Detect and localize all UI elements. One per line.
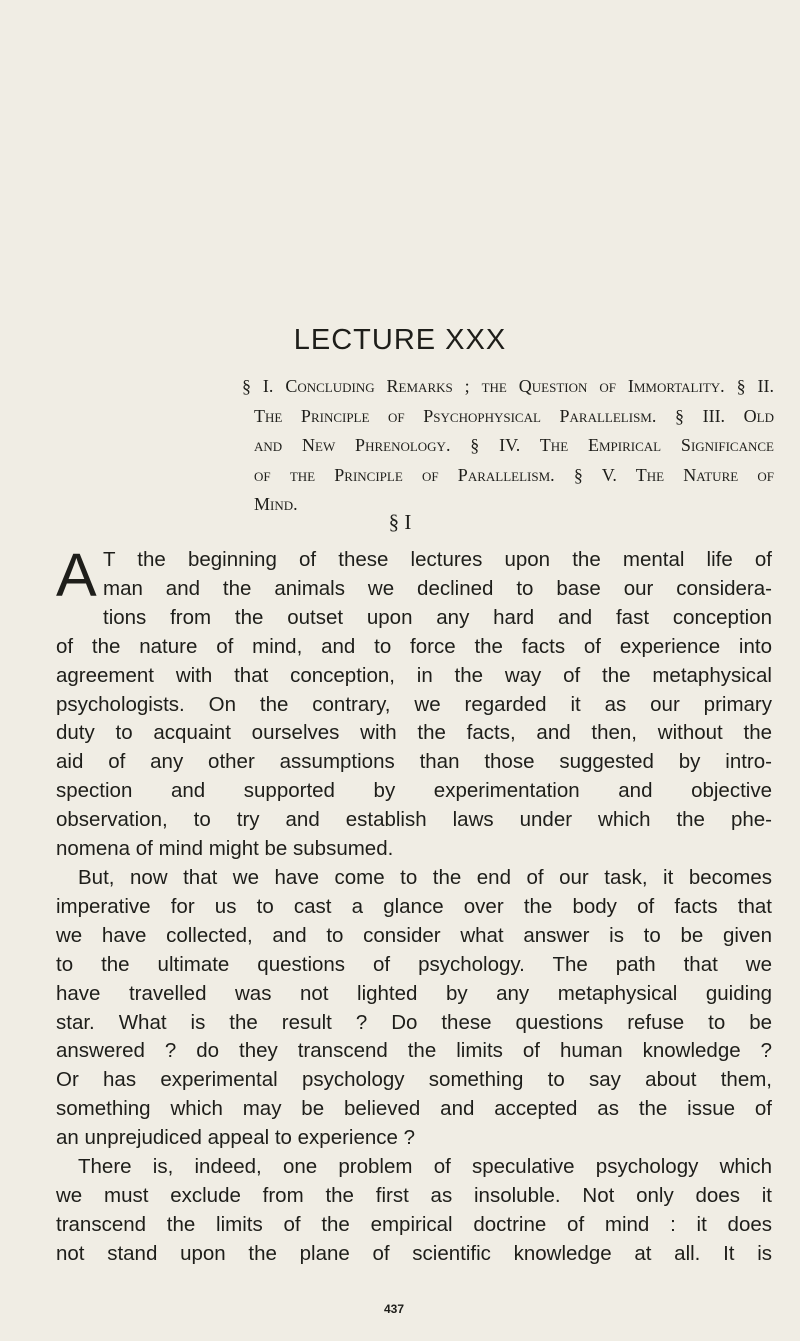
text-line: duty to acquaint ourselves with the facts, and then, without the: [56, 721, 772, 745]
text-line: answered ? do they transcend the limits of human knowledge ?: [56, 1039, 772, 1063]
text-line: spection and supported by experimentation and objective: [56, 779, 772, 803]
section-heading: § I: [388, 510, 412, 534]
synopsis-line: The Principle of Psychophysical Parallelism. § III. Old: [254, 405, 774, 426]
lecture-synopsis: [242, 372, 774, 520]
lecture-title: LECTURE XXX: [293, 324, 507, 356]
text-line: we have collected, and to consider what answer is to be given: [56, 923, 772, 947]
drop-cap: A: [56, 541, 97, 609]
text-line: we must exclude from the first as insoluble. Not only does it: [56, 1183, 772, 1207]
text-line: psychologists. On the contrary, we regarded it as our primary: [56, 692, 772, 716]
text-line: nomena of mind might be subsumed.: [56, 837, 394, 861]
page-number: 437: [384, 1302, 405, 1316]
synopsis-line: § I. Concluding Remarks ; the Question of Immortality. § II.: [242, 376, 774, 396]
synopsis-line: Mind.: [254, 494, 298, 514]
text-line: an unprejudiced appeal to experience ?: [56, 1126, 416, 1150]
synopsis-line: and New Phrenology. § IV. The Empirical Significance: [254, 435, 774, 455]
text-line: But, now that we have come to the end of our task, it becomes: [78, 865, 772, 889]
text-line: T the beginning of these lectures upon the mental life of: [103, 548, 772, 571]
text-line: agreement with that conception, in the way of the metaphysical: [56, 663, 772, 687]
text-line: have travelled was not lighted by any metaphysical guiding: [56, 981, 772, 1005]
text-line: imperative for us to cast a glance over the body of facts that: [56, 894, 772, 918]
text-line: man and the animals we declined to base our considera-: [103, 576, 772, 600]
synopsis-line: of the Principle of Parallelism. § V. The Nature of: [254, 464, 774, 485]
text-line: of the nature of mind, and to force the facts of experience into: [56, 634, 772, 658]
text-line: aid of any other assumptions than those suggested by intro-: [56, 750, 772, 774]
text-line: transcend the limits of the empirical doctrine of mind : it does: [56, 1212, 772, 1236]
text-line: not stand upon the plane of scientific knowledge at all. It is: [56, 1241, 772, 1265]
text-line: to the ultimate questions of psychology. The path that we: [56, 952, 772, 976]
text-line: tions from the outset upon any hard and fast conception: [103, 605, 772, 629]
text-line: star. What is the result ? Do these questions refuse to be: [56, 1010, 772, 1034]
text-line: There is, indeed, one problem of speculative psychology which: [78, 1155, 772, 1179]
text-line: observation, to try and establish laws under which the phe-: [56, 808, 772, 832]
text-line: something which may be believed and accepted as the issue of: [56, 1097, 772, 1121]
text-line: Or has experimental psychology something to say about them,: [56, 1068, 772, 1092]
body-text: [56, 541, 772, 1269]
